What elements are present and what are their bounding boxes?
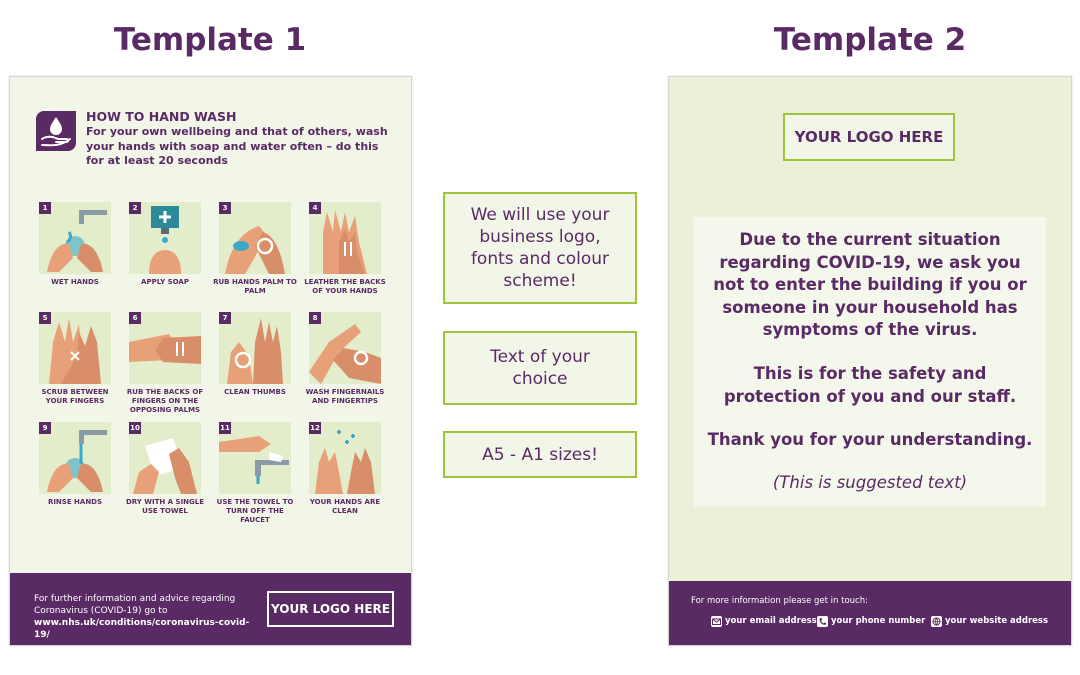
contact-phone[interactable] xyxy=(817,614,925,628)
poster-intro: For your own wellbeing and that of others, wash your hands with soap and water often – do this for at least 20 seconds xyxy=(86,125,388,167)
step-number: 12 xyxy=(310,424,320,432)
template-1-poster xyxy=(9,76,412,646)
suggested-text-note: (This is suggested text) xyxy=(772,473,968,492)
step-number: 10 xyxy=(130,424,140,432)
template-1-title: Template 1 xyxy=(113,22,307,58)
poster-footer xyxy=(10,573,411,645)
step-label: WASH FINGERNAILS AND FINGERTIPS xyxy=(305,388,385,405)
step-label: RUB HANDS PALM TO PALM xyxy=(213,278,297,295)
step-number: 5 xyxy=(39,312,51,324)
step-label: SCRUB BETWEEN YOUR FINGERS xyxy=(41,388,109,405)
thanks-message: Thank you for your understanding. xyxy=(707,430,1033,449)
step-number: 7 xyxy=(219,312,231,324)
email-icon xyxy=(711,616,722,627)
feature-box-text: Text of your choice xyxy=(490,347,590,389)
footer-info xyxy=(34,593,264,641)
footer-info-text: For further information and advice regarding Coronavirus (COVID-19) go to xyxy=(34,594,236,616)
globe-icon xyxy=(931,616,942,627)
hand-wash-logo-icon xyxy=(36,111,76,151)
feature-box-text: We will use your business logo, fonts and colour scheme! xyxy=(470,205,610,291)
covid-message: Due to the current situation regarding COVID-19, we ask you not to enter the building if you or someone in your household has symptoms of the virus. xyxy=(713,230,1027,339)
step-label: DRY WITH A SINGLE USE TOWEL xyxy=(125,498,205,515)
step-label: APPLY SOAP xyxy=(141,278,189,286)
poster-footer xyxy=(669,581,1071,645)
step-number: 6 xyxy=(129,312,141,324)
phone-icon xyxy=(817,616,828,627)
step-number: 1 xyxy=(39,202,51,214)
poster-heading: HOW TO HAND WASH xyxy=(86,109,237,124)
footer-url-link[interactable]: www.nhs.uk/conditions/coronavirus-covid-19/ xyxy=(34,618,250,640)
step-number: 11 xyxy=(220,424,230,432)
feature-box-sizes xyxy=(443,431,637,478)
message-card xyxy=(694,217,1046,507)
feature-box-branding xyxy=(443,192,637,304)
step-number: 8 xyxy=(309,312,321,324)
logo-placeholder: YOUR LOGO HERE xyxy=(783,113,955,161)
feature-box-text-choice xyxy=(443,331,637,405)
step-label: WET HANDS xyxy=(51,278,99,286)
contact-phone-label: your phone number xyxy=(831,616,926,626)
step-number: 3 xyxy=(219,202,231,214)
contact-email-label: your email address xyxy=(725,616,817,626)
contact-website[interactable] xyxy=(931,614,1048,628)
step-label: YOUR HANDS ARE CLEAN xyxy=(309,498,381,515)
step-label: LEATHER THE BACKS OF YOUR HANDS xyxy=(304,278,386,295)
template-2-poster xyxy=(668,76,1072,646)
feature-box-text: A5 - A1 sizes! xyxy=(482,444,598,465)
step-number: 9 xyxy=(39,422,51,434)
logo-placeholder: YOUR LOGO HERE xyxy=(267,591,394,627)
template-2-title: Template 2 xyxy=(773,22,967,58)
contact-email[interactable] xyxy=(711,614,817,628)
footer-info-text: For more information please get in touch: xyxy=(691,596,868,606)
step-label: RINSE HANDS xyxy=(47,498,103,506)
step-number: 2 xyxy=(129,202,141,214)
step-label: RUB THE BACKS OF FINGERS ON THE OPPOSING PALMS xyxy=(126,388,204,414)
safety-message: This is for the safety and protection of you and our staff. xyxy=(723,364,1017,406)
step-label: USE THE TOWEL TO TURN OFF THE FAUCET xyxy=(216,498,294,524)
step-label: CLEAN THUMBS xyxy=(224,388,286,396)
step-number: 4 xyxy=(309,202,321,214)
contact-website-label: your website address xyxy=(945,616,1049,626)
